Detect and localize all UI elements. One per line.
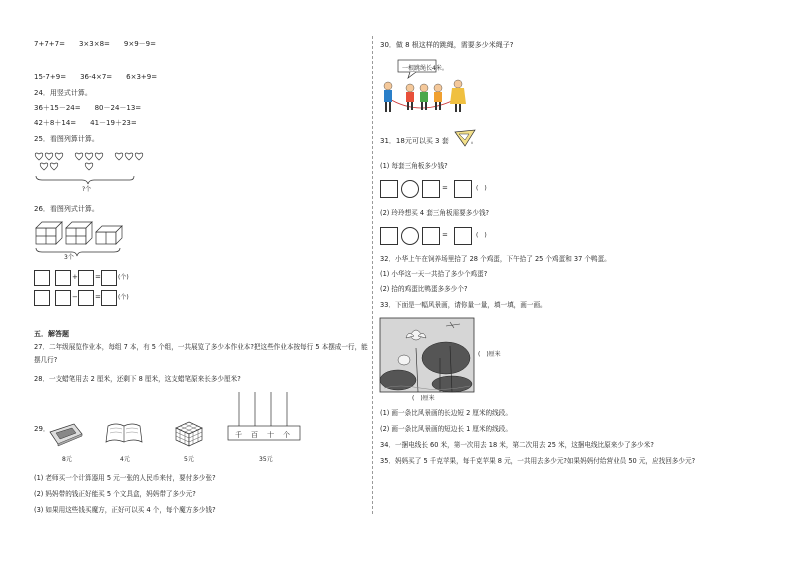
heart-group-3 bbox=[115, 153, 143, 160]
q32-text: 32．小华上午在饲养场里拾了 28 个鸡蛋，下午拾了 25 个鸡蛋和 37 个鸭蛋。 bbox=[380, 255, 611, 263]
q29-label: 29． bbox=[34, 425, 50, 433]
q26-cubes-figure bbox=[34, 218, 134, 260]
q32-sub-2: (2) 拾的鸡蛋比鸭蛋多多少个? bbox=[380, 285, 468, 293]
q25-brace-label: ?个 bbox=[82, 186, 92, 193]
child-figure bbox=[406, 84, 414, 110]
answer-box[interactable] bbox=[380, 180, 398, 198]
q26-brace-label: 3个 bbox=[64, 254, 74, 261]
q24-title: 24．用竖式计算。 bbox=[34, 89, 92, 97]
operator-circle[interactable] bbox=[401, 227, 419, 245]
unit-label: (个) bbox=[118, 274, 129, 281]
abacus-label: 个 bbox=[283, 431, 290, 439]
q25-hearts-figure bbox=[34, 148, 154, 190]
child-figure bbox=[420, 84, 428, 110]
unit-paren: ( ) bbox=[476, 232, 487, 239]
calc-row-2: 15-7+9= 36-4×7= 6×3+9= bbox=[34, 73, 158, 81]
operator-circle[interactable] bbox=[401, 180, 419, 198]
book-icon bbox=[104, 420, 144, 446]
answer-box[interactable] bbox=[454, 180, 472, 198]
price-abacus: 35元 bbox=[259, 456, 273, 463]
answer-box[interactable] bbox=[422, 227, 440, 245]
child-figure bbox=[450, 80, 466, 112]
q24-row-2: 42＋8＋14= 41－19＋23= bbox=[34, 119, 137, 127]
rubik-cube-icon bbox=[174, 420, 204, 448]
heart-group-1 bbox=[35, 153, 63, 170]
q33-text: 33．下面是一幅风景画，请你量一量，填一填，画一画。 bbox=[380, 301, 547, 309]
q28-text: 28．一支蜡笔用去 2 厘米，还剩下 8 厘米，这支蜡笔原来长多少厘米? bbox=[34, 375, 241, 383]
answer-box[interactable] bbox=[55, 270, 71, 286]
calc-row-1: 7+7+7= 3×3×8= 9×9－9= bbox=[34, 40, 157, 48]
q25-brace bbox=[36, 176, 134, 184]
answer-box[interactable] bbox=[78, 290, 94, 306]
q26-brace bbox=[36, 248, 120, 256]
q33-bottom-length: ( )厘米 bbox=[412, 395, 435, 402]
cube-group-1 bbox=[36, 222, 62, 244]
answer-box[interactable] bbox=[101, 290, 117, 306]
q33-side-length: ( )厘米 bbox=[478, 351, 501, 358]
q24-row-1: 36＋15－24= 80－24－13= bbox=[34, 104, 142, 112]
answer-box[interactable] bbox=[34, 270, 50, 286]
q30-text: 30．做 8 根这样的跳绳，需要多少米绳子? bbox=[380, 41, 514, 49]
cube-group-2 bbox=[66, 222, 92, 244]
q29-sub-1: (1) 老师买一个计算器用 5 元一张的人民币来付，要付多少张? bbox=[34, 474, 216, 482]
q26-title: 26．看图列式计算。 bbox=[34, 205, 99, 213]
q31-text: 31．18元可以买 3 套 。 bbox=[380, 137, 478, 145]
q29-sub-2: (2) 妈妈带的钱正好能买 5 个文具盒，妈妈带了多少元? bbox=[34, 490, 196, 498]
q35-text: 35．妈妈买了 5 千克苹果，每千克苹果 8 元，一共用去多少元?如果妈妈付给营业员 50 元，应找回多少元? bbox=[380, 457, 696, 465]
answer-box[interactable] bbox=[422, 180, 440, 198]
q27-line-2: 摆几行? bbox=[34, 356, 58, 364]
landscape-painting bbox=[380, 318, 474, 392]
q31-sub-1: (1) 每套三角板多少钱? bbox=[380, 162, 448, 170]
q31-sub-2: (2) 玲玲想买 4 套三角板需要多少钱? bbox=[380, 209, 490, 217]
section-5-title: 五．解答题 bbox=[34, 330, 69, 338]
cube-group-3 bbox=[96, 226, 122, 244]
triangle-ruler-icon bbox=[453, 128, 477, 148]
q33-sub-2: (2) 画一条比风景画的短边长 1 厘米的线段。 bbox=[380, 425, 512, 433]
answer-box[interactable] bbox=[55, 290, 71, 306]
q33-sub-1: (1) 画一条比风景画的长边短 2 厘米的线段。 bbox=[380, 409, 512, 417]
answer-box[interactable] bbox=[101, 270, 117, 286]
q29-sub-3: (3) 如果用这些钱买魔方，正好可以买 4 个，每个魔方多少钱? bbox=[34, 506, 216, 514]
child-figure bbox=[384, 82, 392, 112]
q25-title: 25．看图列算计算。 bbox=[34, 135, 99, 143]
abacus-label: 百 bbox=[251, 431, 258, 439]
q34-text: 34．一捆电线长 60 米，第一次用去 18 米，第二次用去 25 米，这捆电线比原来少了多少米? bbox=[380, 441, 654, 449]
unit-paren: ( ) bbox=[476, 185, 487, 192]
price-rubik: 5元 bbox=[184, 456, 194, 463]
abacus-label: 十 bbox=[267, 431, 274, 439]
column-divider bbox=[372, 36, 373, 514]
unit-label: (个) bbox=[118, 294, 129, 301]
q27-line-1: 27．二年级展览作业本，每组 7 本，有 5 个组，一共展览了多少本作业本?把这些作业本按每行 5 本摆成一行，能 bbox=[34, 343, 368, 351]
calculator-icon bbox=[48, 422, 84, 446]
answer-box[interactable] bbox=[34, 290, 50, 306]
abacus-label: 千 bbox=[235, 431, 242, 439]
price-book: 4元 bbox=[120, 456, 130, 463]
heart-group-2 bbox=[75, 153, 103, 170]
answer-box[interactable] bbox=[380, 227, 398, 245]
answer-box[interactable] bbox=[454, 227, 472, 245]
q30-speech-bubble: 一根跳绳长4米。 bbox=[402, 65, 448, 72]
q32-sub-1: (1) 小华这一天一共拾了多少个鸡蛋? bbox=[380, 270, 488, 278]
answer-box[interactable] bbox=[78, 270, 94, 286]
price-calculator: 8元 bbox=[62, 456, 72, 463]
